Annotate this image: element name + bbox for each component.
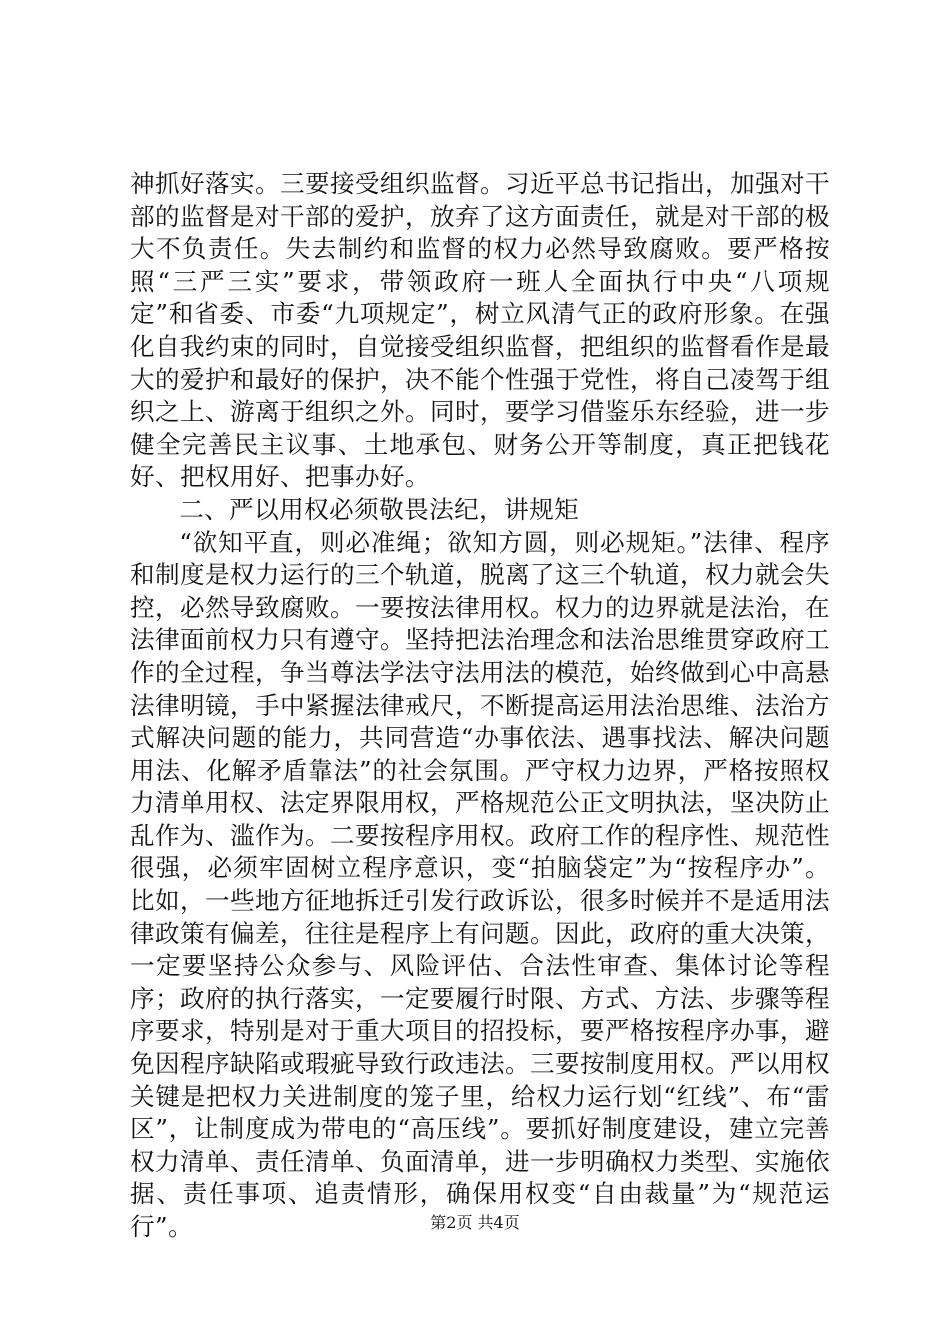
page-footer: 第2页 共4页 (430, 1213, 520, 1232)
body-paragraph-1: 神抓好落实。三要接受组织监督。习近平总书记指出，加强对干部的监督是对干部的爱护，放弃了这方面责任，就是对干部的极大不负责任。失去制约和监督的权力必然导致腐败。要严格按照“三严三实”要求，带领政府一班人全面执行中央“八项规定”和省委、市委“九项规定”，树立风清气正的政府形象。在强化自我约束的同时，自觉接受组织监督，把组织的监督看作是最大的爱护和最好的保护，决不能个性强于党性，将自己凌驾于组织之上、游离于组织之外。同时，要学习借鉴乐东经验，进一步健全完善民主议事、土地承包、财务公开等制度，真正把钱花好、把权用好、把事办好。 (130, 169, 830, 492)
document-page (130, 168, 830, 1244)
body-paragraph-2: “欲知平直，则必准绳；欲知方圆，则必规矩。”法律、程序和制度是权力运行的三个轨道，脱离了这三个轨道，权力就会失控，必然导致腐败。一要按法律用权。权力的边界就是法治，在法律面前权力只有遵守。坚持把法治理念和法治思维贯穿政府工作的全过程，争当尊法学法守法用法的模范，始终做到心中高悬法律明镜，手中紧握法律戒尺，不断提高运用法治思维、法治方式解决问题的能力，共同营造“办事依法、遇事找法、解决问题用法、化解矛盾靠法”的社会氛围。严守权力边界，严格按照权力清单用权、法定界限用权，严格规范公正文明执法，坚决防止乱作为、滥作为。二要按程序用权。政府工作的程序性、规范性很强，必须牢固树立程序意识，变“拍脑袋定”为“按程序办”。比如，一些地方征地拆迁引发行政诉讼，很多时候并不是适用法律政策有偏差，往往是程序上有问题。因此，政府的重大决策，一定要坚持公众参与、风险评估、合法性审查、集体讨论等程序；政府的执行落实，一定要履行时限、方式、方法、步骤等程序要求，特别是对于重大项目的招投标，要严格按程序办事，避免因程序缺陷或瑕疵导致行政违法。三要按制度用权。严以用权关键是把权力关进制度的笼子里，给权力运行划“红线”、布“雷区”，让制度成为带电的“高压线”。要抓好制度建设，建立完善权力清单、责任清单、负面清单，进一步明确权力类型、实施依据、责任事项、追责情形，确保用权变“自由裁量”为“规范运行”。 (130, 527, 830, 1241)
section-heading-2: 二、严以用权必须敬畏法纪，讲规矩 (179, 494, 580, 524)
